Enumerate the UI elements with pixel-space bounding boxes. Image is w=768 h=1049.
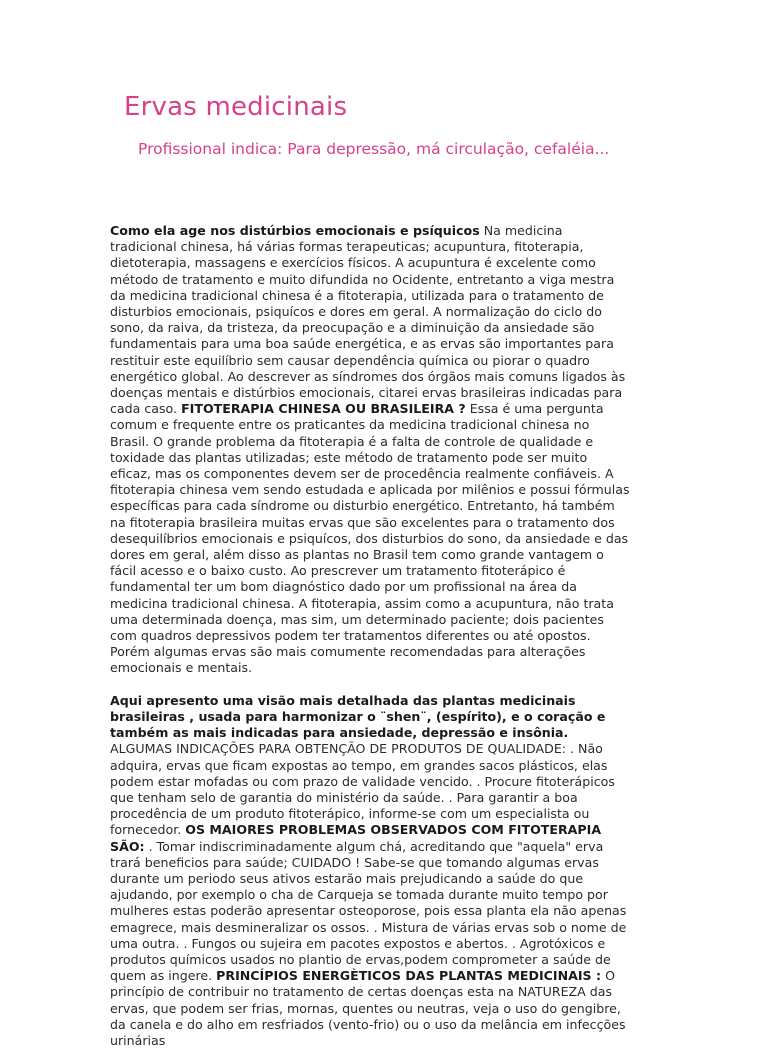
paragraph-1: [110, 223, 630, 677]
heading-chinese-or-brazilian: FITOTERAPIA CHINESA OU BRASILEIRA ?: [181, 401, 466, 417]
heading-energetic-principles: PRINCÍPIOS ENERGÈTICOS DAS PLANTAS MEDICINAIS :: [216, 968, 602, 984]
body-text: O princípio de contribuir no tratamento de certas doenças esta na NATUREZA das ervas, que podem ser frias, mornas, quentes ou neutras, veja o uso do gengibre, da canela e do alho em resfriados (vento-frio) ou o uso da melância em infecções urinárias: [110, 968, 626, 1048]
paragraph-2: [110, 693, 630, 1049]
body-text: Na medicina tradicional chinesa, há várias formas terapeuticas; acupuntura, fitoterapia, dietoterapia, massagens e exercícios físicos. A acupuntura é excelente como método de tratamento e muito difundida no Ocidente, entretanto a viga mestra da medicina tradicional chinesa é a fitoterapia, utilizada para o tratamento de disturbios emocionais, psiquícos e dores em geral. A normalização do ciclo do sono, da raiva, da tristeza, da preocupação e a diminuição da ansiedade são fundamentais para uma boa saúde energética, e as ervas são importantes para restituir este equilíbrio sem causar dependência química ou piorar o quadro energético global. Ao descrever as síndromes dos órgãos mais comuns ligados às doenças mentais e distúrbios emocionais, citarei ervas brasileiras indicadas para cada caso.: [110, 223, 626, 417]
body-text: Essa é uma pergunta comum e frequente entre os praticantes da medicina tradicional chinesa no Brasil. O grande problema da fitoterapia é a falta de controle de qualidade e toxidade das plantas utilizadas; este método de tratamento pode ser muito eficaz, mas os componentes devem ser de procedência realmente confiáveis. A fitoterapia chinesa vem sendo estudada e aplicada por milênios e possui fórmulas específicas para cada síndrome ou disturbio energético. Entretanto, há também na fitoterapia brasileira muitas ervas que são excelentes para o tratamento dos desequilíbrios emocionais e psiquícos, dos disturbios do sono, da ansiedade e das dores em geral, além disso as plantas no Brasil tem como grande vantagem o fácil acesso e o baixo custo. Ao prescrever um tratamento fitoterápico é fundamental ter um bom diagnóstico dado por um profissional na área da medicina tradicional chinesa. A fitoterapia, assim como a acupuntura, não trata uma determinada doença, mas sim, um determinado paciente; dois pacientes com quadros depressivos podem ter tratamentos diferentes ou até opostos. Porém algumas ervas são mais comumente recomendadas para alterações emocionais e mentais.: [110, 401, 630, 676]
heading-major-problems: OS MAIORES PROBLEMAS OBSERVADOS COM FITOTERAPIA SÃO:: [110, 822, 602, 854]
article-body: [110, 223, 630, 1049]
page-subtitle: Profissional indica: Para depressão, má circulação, cefaléia...: [138, 140, 610, 158]
page-title: Ervas medicinais: [124, 92, 348, 122]
heading-emotional-disorders: Como ela age nos distúrbios emocionais e psíquicos: [110, 223, 480, 238]
body-text: ALGUMAS INDICAÇÕES PARA OBTENÇÃO DE PRODUTOS DE QUALIDADE: . Não adquira, ervas que ficam expostas ao tempo, em grandes sacos plásticos, elas podem estar mofadas ou com prazo de validade vencido. . Procure fitoterápicos que tenham selo de garantia do ministério da saúde. . Para garantir a boa procedência de um produto fitoterápico, informe-se com um especialista ou fornecedor.: [110, 741, 615, 838]
body-text: . Tomar indiscriminadamente algum chá, acreditando que "aquela" erva trará beneficios para saúde; CUIDADO ! Sabe-se que tomando algumas ervas durante um periodo seus ativos estarão mais prejudicando a saúde do que ajudando, por exemplo o cha de Carqueja se tomada durante muito tempo por mulheres estas poderão apresentar osteoporose, pois essa planta ela não apenas emagrece, mais desmineralizar os ossos. . Mistura de várias ervas sob o nome de uma outra. . Fungos ou sujeira em pacotes expostos e abertos. . Agrotóxicos e produtos químicos usados no plantio de ervas,podem comprometer a saúde de quem as ingere.: [110, 838, 627, 984]
heading-brazilian-plants: Aqui apresento uma visão mais detalhada das plantas medicinais brasileiras , usada para harmonizar o ¨shen¨, (espírito), e o coração e também as mais indicadas para ansiedade, depressão e insônia.: [110, 692, 606, 741]
